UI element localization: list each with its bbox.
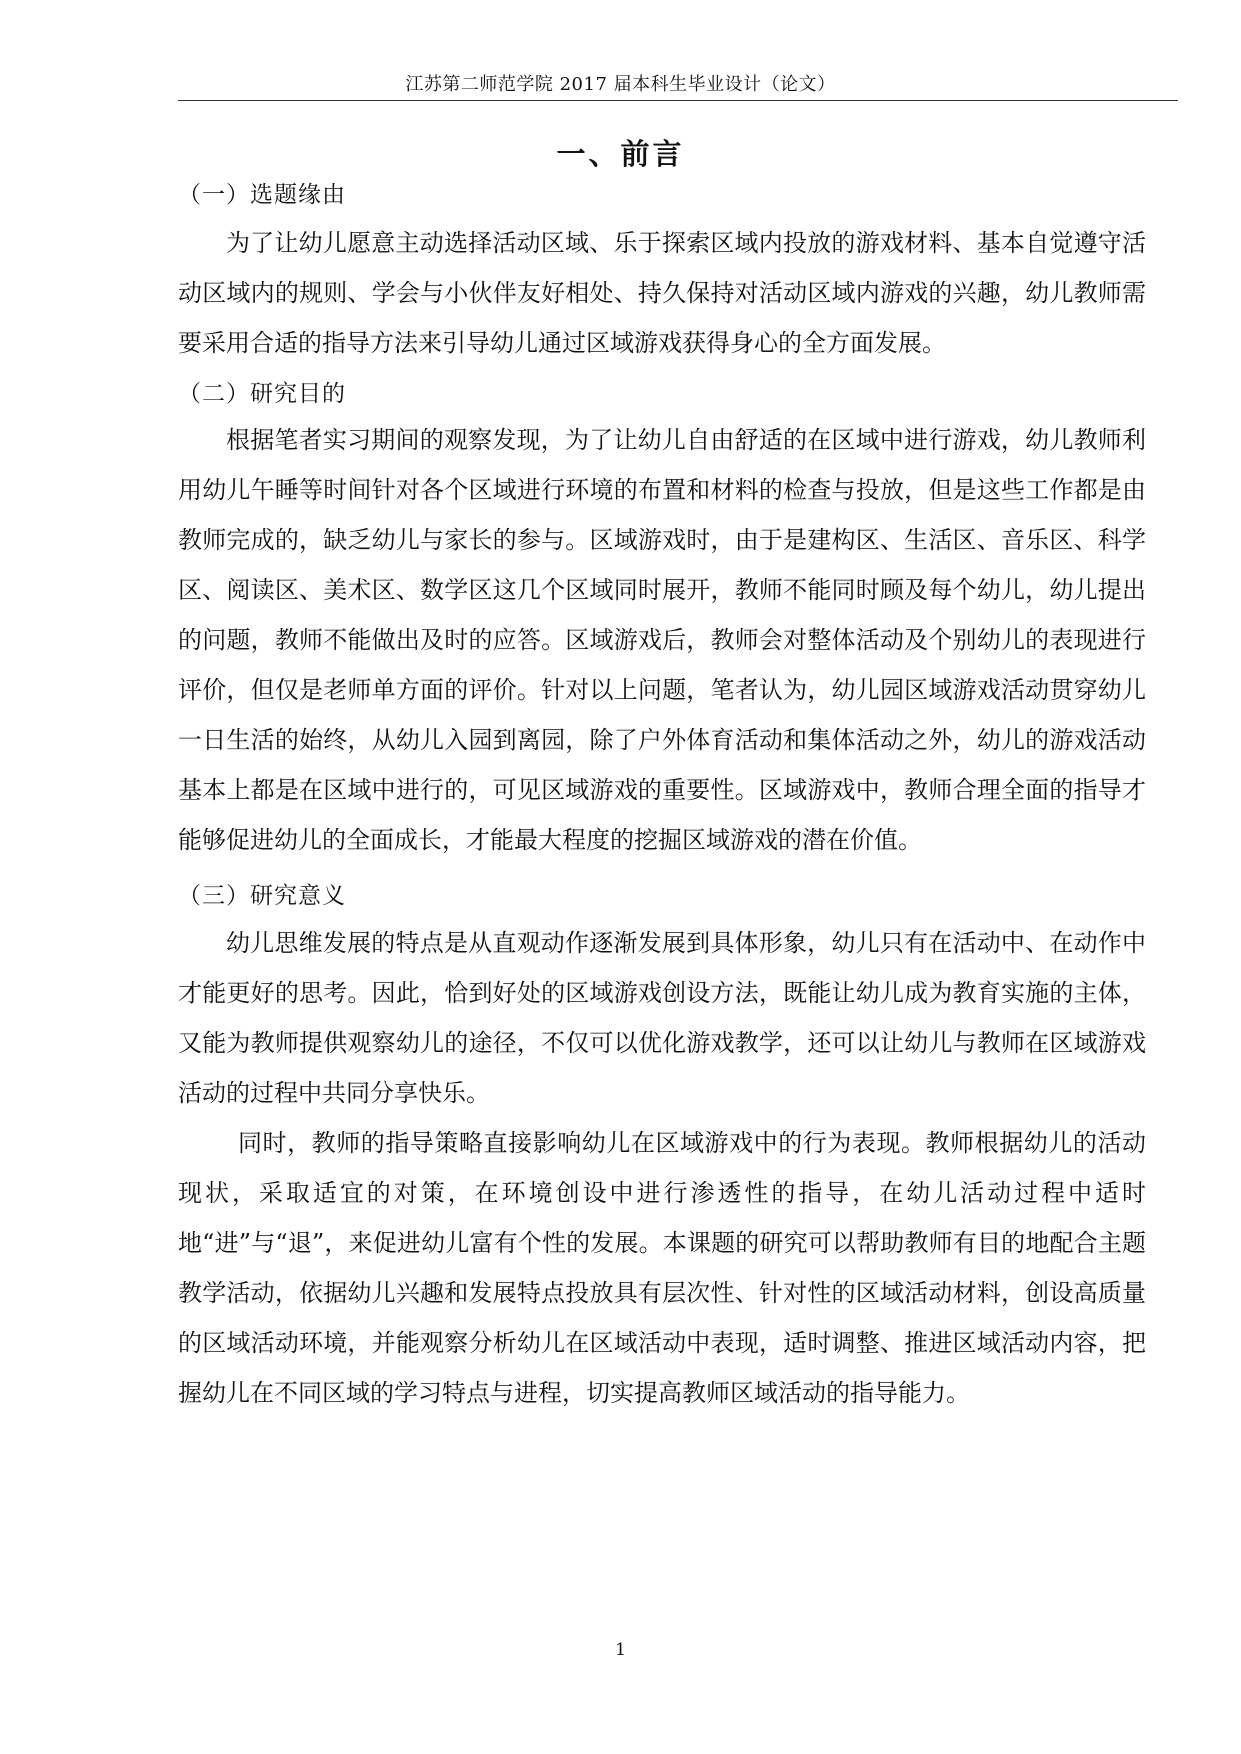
paragraph-research-significance-1: 幼儿思维发展的特点是从直观动作逐渐发展到具体形象，幼儿只有在活动中、在动作中才能更好的思考。因此，恰到好处的区域游戏创设方法，既能让幼儿成为教育实施的主体，又能为教师提供观察幼儿的途径，不仅可以优化游戏教学，还可以让幼儿与教师在区域游戏活动的过程中共同分享快乐。: [178, 929, 1146, 1107]
section-heading-research-significance: （三）研究意义: [178, 883, 346, 909]
paragraph-research-significance-2: 同时，教师的指导策略直接影响幼儿在区域游戏中的行为表现。教师根据幼儿的活动现状，采取适宜的对策，在环境创设中进行渗透性的指导，在幼儿活动过程中适时地“进”与“退”，来促进幼儿富有个性的发展。本课题的研究可以帮助教师有目的地配合主题教学活动，依据幼儿兴趣和发展特点投放具有层次性、针对性的区域活动材料，创设高质量的区域活动环境，并能观察分析幼儿在区域活动中表现，适时调整、推进区域活动内容，把握幼儿在不同区域的学习特点与进程，切实提高教师区域活动的指导能力。: [178, 1129, 1146, 1407]
section-heading-topic-origin: （一）选题缘由: [178, 182, 346, 208]
section-heading-research-purpose: （二）研究目的: [178, 381, 346, 407]
page-number: 1: [615, 1640, 626, 1660]
paragraph-research-purpose: 根据笔者实习期间的观察发现，为了让幼儿自由舒适的在区域中进行游戏，幼儿教师利用幼儿午睡等时间针对各个区域进行环境的布置和材料的检查与投放，但是这些工作都是由教师完成的，缺乏幼儿与家长的参与。区域游戏时，由于是建构区、生活区、音乐区、科学区、阅读区、美术区、数学区这几个区域同时展开，教师不能同时顾及每个幼儿，幼儿提出的问题，教师不能做出及时的应答。区域游戏后，教师会对整体活动及个别幼儿的表现进行评价，但仅是老师单方面的评价。针对以上问题，笔者认为，幼儿园区域游戏活动贯穿幼儿一日生活的始终，从幼儿入园到离园，除了户外体育活动和集体活动之外，幼儿的游戏活动基本上都是在区域中进行的，可见区域游戏的重要性。区域游戏中，教师合理全面的指导才能够促进幼儿的全面成长，才能最大程度的挖掘区域游戏的潜在价值。: [178, 426, 1146, 854]
paragraph-topic-origin: 为了让幼儿愿意主动选择活动区域、乐于探索区域内投放的游戏材料、基本自觉遵守活动区域内的规则、学会与小伙伴友好相处、持久保持对活动区域内游戏的兴趣，幼儿教师需要采用合适的指导方法来引导幼儿通过区域游戏获得身心的全方面发展。: [178, 229, 1146, 357]
header-rule: [178, 100, 1178, 101]
running-header: 江苏第二师范学院 2017 届本科生毕业设计（论文）: [405, 74, 836, 95]
chapter-title: 一、前言: [556, 137, 685, 171]
